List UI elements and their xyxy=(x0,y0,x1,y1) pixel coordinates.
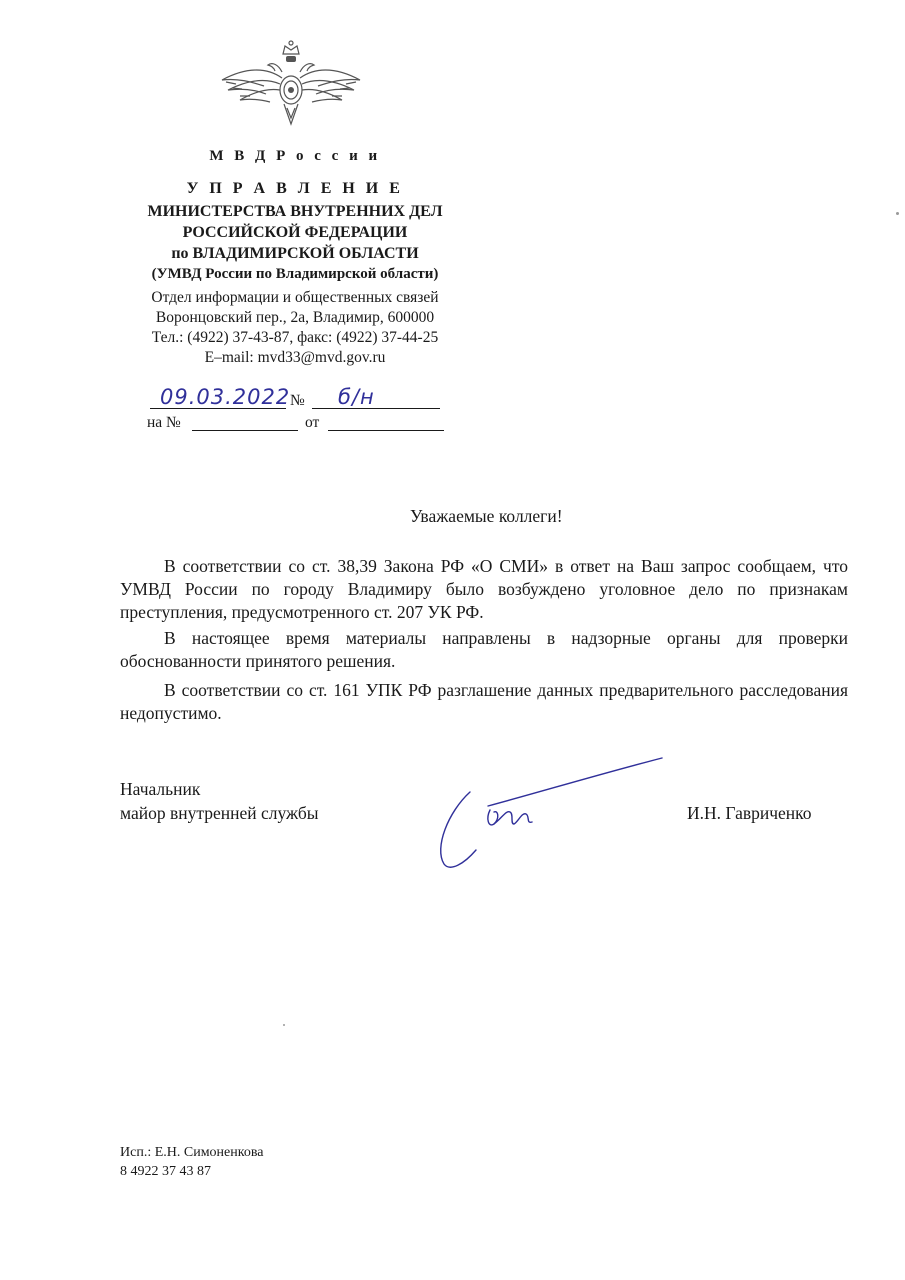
paragraph-3-text: В соответствии со ст. 161 УПК РФ разглашение данных предварительного расследования недопустимо. xyxy=(120,680,848,723)
email-address: E–mail: mvd33@mvd.gov.ru xyxy=(204,349,386,366)
mvd-emblem-icon xyxy=(218,38,364,130)
organization-abbreviation: (УМВД России по Владимирской области) xyxy=(151,266,439,282)
signer-name: И.Н. Гавриченко xyxy=(687,803,812,823)
handwritten-number: б/н xyxy=(338,385,375,409)
ministry-short-name: М В Д Р о с с и и xyxy=(209,148,381,164)
greeting: Уважаемые коллеги! xyxy=(410,506,563,526)
reply-date-underline xyxy=(328,430,444,431)
reply-number-underline xyxy=(192,430,298,431)
federation-name: РОССИЙСКОЙ ФЕДЕРАЦИИ xyxy=(182,224,408,241)
number-sign: № xyxy=(290,392,305,409)
ministry-full-name: МИНИСТЕРСТВА ВНУТРЕННИХ ДЕЛ xyxy=(147,203,443,220)
executor-name: Исп.: Е.Н. Симоненкова xyxy=(120,1145,264,1160)
executor-phone: 8 4922 37 43 87 xyxy=(120,1164,211,1179)
postal-address: Воронцовский пер., 2а, Владимир, 600000 xyxy=(155,309,435,326)
signer-position-line2: майор внутренней службы xyxy=(120,803,319,823)
reply-to-label: на № xyxy=(147,414,181,431)
paragraph-1-text: В соответствии со ст. 38,39 Закона РФ «О СМИ» в ответ на Ваш запрос сообщаем, что УМВД России по городу Владимиру было возбуждено уголовное дело по признакам преступления, предусмотренного ст. 207 УК РФ. xyxy=(120,556,848,622)
redacted-addressee xyxy=(540,176,808,220)
scan-speck xyxy=(896,212,899,215)
from-label: от xyxy=(305,414,320,431)
directorate-title: У П Р А В Л Е Н И Е xyxy=(186,180,404,197)
paragraph-1 xyxy=(120,555,848,624)
phone-fax: Тел.: (4922) 37-43-87, факс: (4922) 37-44-25 xyxy=(151,329,439,346)
paragraph-2 xyxy=(120,627,848,673)
scan-speck xyxy=(283,1024,285,1026)
signer-position-line1: Начальник xyxy=(120,779,201,799)
number-underline xyxy=(312,408,440,409)
department-name: Отдел информации и общественных связей xyxy=(151,289,439,306)
paragraph-3 xyxy=(120,679,848,725)
region-name: по ВЛАДИМИРСКОЙ ОБЛАСТИ xyxy=(171,245,419,262)
paragraph-2-text: В настоящее время материалы направлены в надзорные органы для проверки обоснованности принятого решения. xyxy=(120,628,848,671)
handwritten-signature xyxy=(430,752,666,872)
handwritten-date: 09.03.2022 xyxy=(160,385,291,409)
